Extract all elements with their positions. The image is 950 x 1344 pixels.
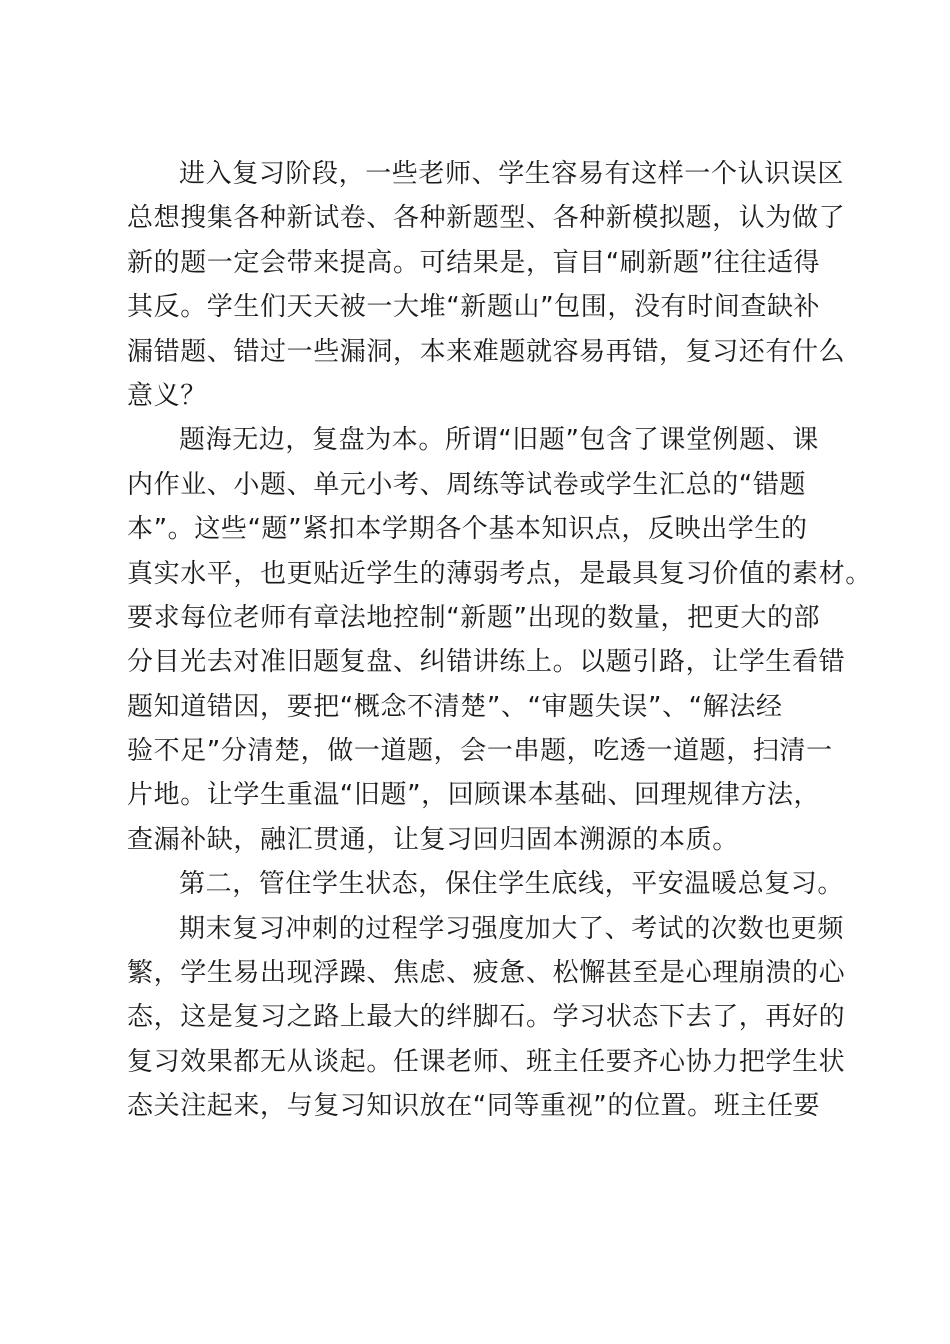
paragraph-line: 其反。学生们天天被一大堆“新题山”包围，没有时间查缺补	[127, 292, 821, 323]
paragraph-3	[127, 862, 847, 906]
paragraph-line: 期末复习冲刺的过程学习强度加大了、考试的次数也更频	[179, 913, 845, 944]
paragraph-line: 本”。这些“题”紧扣本学期各个基本知识点，反映出学生的	[127, 514, 808, 545]
paragraph-1	[127, 152, 847, 418]
paragraph-line: 内作业、小题、单元小考、周练等试卷或学生汇总的“错题	[127, 469, 807, 500]
paragraph-line: 意义？	[127, 380, 207, 411]
paragraph-line: 片地。让学生重温“旧题”，回顾课本基础、回理规律方法，	[127, 780, 821, 811]
paragraph-line: 繁，学生易出现浮躁、焦虑、疲惫、松懈甚至是心理崩溃的心	[127, 958, 846, 989]
paragraph-line: 态，这是复习之路上最大的绊脚石。学习状态下去了，再好的	[127, 1002, 846, 1033]
paragraph-line: 题海无边，复盘为本。所谓“旧题”包含了课堂例题、课	[179, 425, 819, 456]
paragraph-line: 态关注起来，与复习知识放在“同等重视”的位置。班主任要	[127, 1091, 821, 1122]
paragraph-line: 漏错题、错过一些漏洞，本来难题就容易再错，复习还有什么	[127, 336, 846, 367]
body-text	[127, 152, 872, 1129]
paragraph-line: 第二，管住学生状态，保住学生底线，平安温暖总复习。	[179, 869, 845, 900]
paragraph-2	[127, 418, 872, 862]
paragraph-line: 真实水平，也更贴近学生的薄弱考点，是最具复习价值的素材。	[127, 558, 872, 589]
paragraph-line: 要求每位老师有章法地控制“新题”出现的数量，把更大的部	[127, 602, 821, 633]
paragraph-line: 分目光去对准旧题复盘、纠错讲练上。以题引路，让学生看错	[127, 647, 846, 678]
paragraph-line: 总想搜集各种新试卷、各种新题型、各种新模拟题，认为做了	[127, 203, 846, 234]
paragraph-line: 验不足”分清楚，做一道题，会一串题，吃透一道题，扫清一	[127, 736, 833, 767]
paragraph-line: 复习效果都无从谈起。任课老师、班主任要齐心协力把学生状	[127, 1046, 846, 1077]
paragraph-line: 新的题一定会带来提高。可结果是，盲目“刷新题”往往适得	[127, 247, 821, 278]
paragraph-line: 查漏补缺，融汇贯通，让复习回归固本溯源的本质。	[127, 824, 739, 855]
paragraph-line: 题知道错因，要把“概念不清楚”、“审题失误”、“解法经	[127, 691, 783, 722]
paragraph-line: 进入复习阶段，一些老师、学生容易有这样一个认识误区	[179, 159, 845, 189]
paragraph-4	[127, 907, 847, 1129]
